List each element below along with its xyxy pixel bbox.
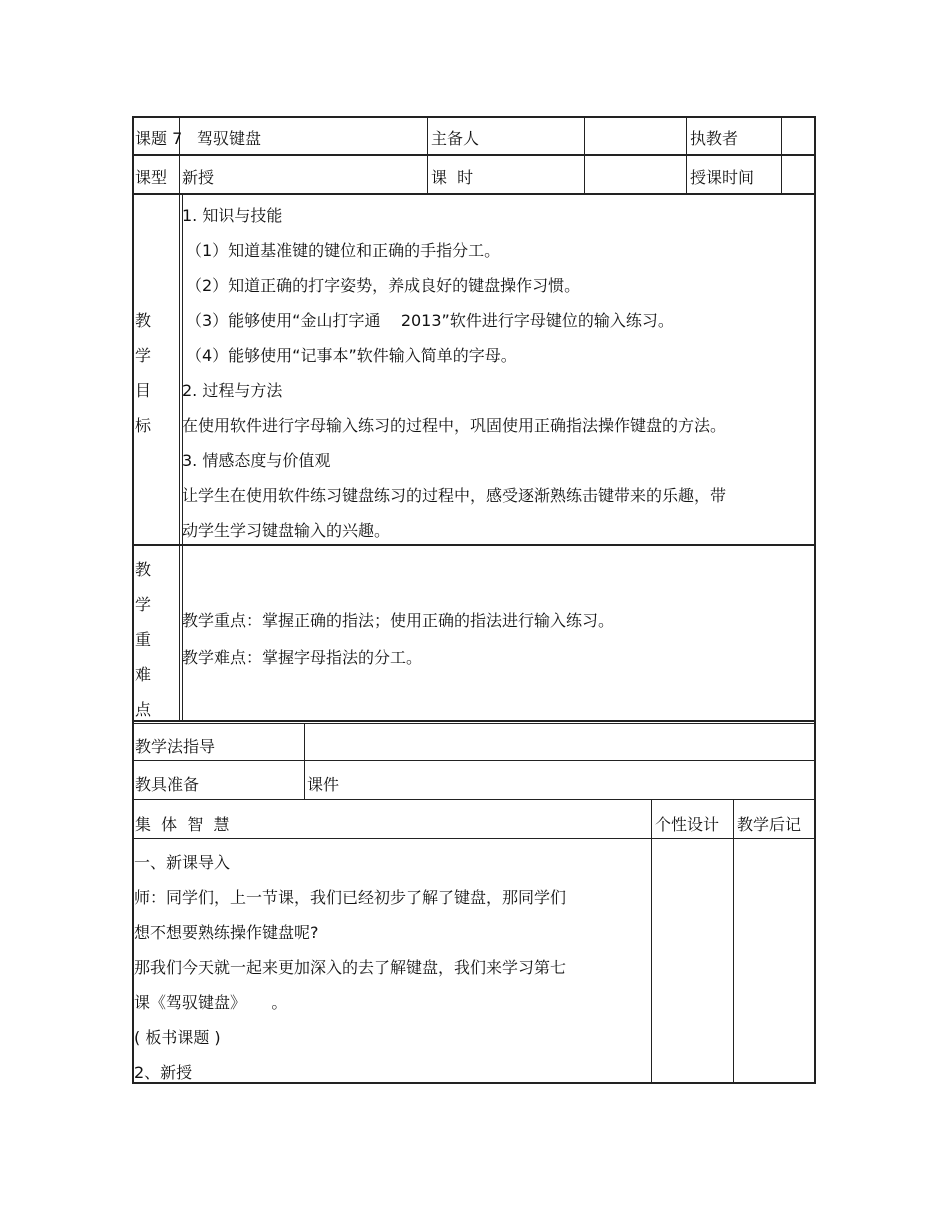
objectives-label-char: 目 — [135, 381, 152, 400]
course-label: 课题 7 — [135, 129, 183, 148]
objectives-label-char: 教 — [135, 311, 152, 330]
materials-value: 课件 — [307, 775, 340, 794]
table-border — [132, 760, 816, 761]
table-border — [427, 116, 428, 193]
objective-line: 在使用软件进行字母输入练习的过程中，巩固使用正确指法操作键盘的方法。 — [182, 416, 727, 435]
objective-line: 2. 过程与方法 — [182, 381, 283, 400]
table-border — [132, 544, 816, 546]
plan-line: 想不想要熟练操作键盘呢? — [134, 923, 319, 942]
keypoints-label-char: 点 — [135, 700, 152, 719]
objective-line: （3）能够使用“金山打字通 2013”软件进行字母键位的输入练习。 — [186, 311, 674, 330]
objective-line: （1）知道基准键的键位和正确的手指分工。 — [186, 241, 501, 260]
time-label: 授课时间 — [690, 168, 755, 187]
table-border — [814, 722, 816, 1084]
table-border — [132, 116, 816, 118]
keypoints-label-char: 教 — [135, 560, 152, 579]
table-border — [132, 720, 816, 722]
table-border — [132, 154, 816, 156]
type-label: 课型 — [135, 168, 168, 187]
type-value: 新授 — [182, 168, 215, 187]
objective-line: 1. 知识与技能 — [182, 206, 283, 225]
method-label: 教学法指导 — [135, 737, 216, 756]
key-point-difficult: 教学难点：掌握字母指法的分工。 — [182, 648, 423, 667]
table-border — [304, 723, 305, 799]
plan-line: 课《驾驭键盘》 。 — [134, 993, 288, 1012]
objectives-label-char: 学 — [135, 346, 152, 365]
plan-line: 一、新课导入 — [134, 853, 231, 872]
keypoints-label-char: 难 — [135, 665, 152, 684]
teacher-label: 执教者 — [690, 129, 739, 148]
key-point-important: 教学重点：掌握正确的指法；使用正确的指法进行输入练习。 — [182, 611, 615, 630]
table-border — [132, 723, 816, 724]
objective-line: （2）知道正确的打字姿势，养成良好的键盘操作习惯。 — [186, 276, 581, 295]
objectives-label-char: 标 — [135, 416, 152, 435]
table-border — [132, 193, 816, 195]
plan-line: 那我们今天就一起来更加深入的去了解键盘，我们来学习第七 — [134, 958, 567, 977]
objective-line: 让学生在使用软件练习键盘练习的过程中，感受逐渐熟练击键带来的乐趣，带 — [182, 486, 727, 505]
plan-line: 2、新授 — [134, 1063, 193, 1082]
keypoints-label-char: 重 — [135, 630, 152, 649]
table-border — [781, 116, 782, 193]
course-title: 驾驭键盘 — [197, 129, 262, 148]
materials-label: 教具准备 — [135, 775, 200, 794]
table-border — [132, 799, 816, 800]
collective-header: 集 体 智 慧 — [135, 815, 230, 834]
period-label: 课 时 — [431, 168, 474, 187]
reflection-header: 教学后记 — [737, 815, 802, 834]
plan-line: 师：同学们，上一节课，我们已经初步了解了键盘，那同学们 — [134, 888, 567, 907]
table-border — [651, 799, 652, 1083]
table-border — [132, 116, 134, 722]
plan-line: ( 板书课题 ) — [134, 1028, 221, 1047]
table-border — [686, 116, 687, 193]
table-border — [179, 116, 180, 720]
keypoints-label-char: 学 — [135, 595, 152, 614]
preparer-label: 主备人 — [431, 129, 480, 148]
objective-line: 动学生学习键盘输入的兴趣。 — [182, 521, 391, 540]
objective-line: 3. 情感态度与价值观 — [182, 451, 331, 470]
objective-line: （4）能够使用“记事本”软件输入简单的字母。 — [186, 346, 517, 365]
table-border — [584, 116, 585, 193]
table-border — [733, 799, 734, 1083]
table-border — [132, 1082, 816, 1084]
personal-design-header: 个性设计 — [655, 815, 720, 834]
table-border — [814, 116, 816, 722]
table-border — [132, 838, 816, 839]
